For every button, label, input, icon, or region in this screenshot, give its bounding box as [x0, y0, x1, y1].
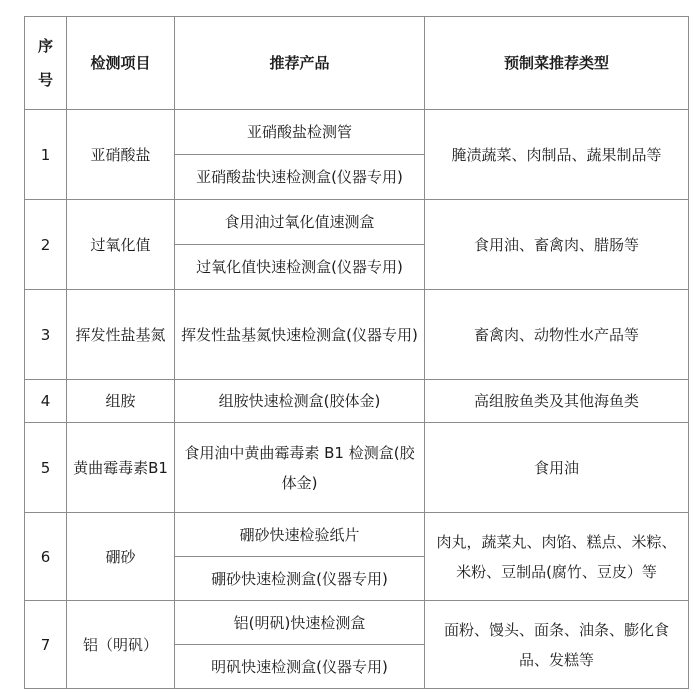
row-index: 6 [25, 513, 67, 601]
row-item: 黄曲霉毒素B1 [67, 423, 175, 513]
row-type: 食用油 [425, 423, 689, 513]
row-item: 过氧化值 [67, 200, 175, 290]
row-type: 面粉、馒头、面条、油条、膨化食品、发糕等 [425, 601, 689, 689]
row-product: 组胺快速检测盒(胶体金) [175, 380, 425, 423]
row-product: 明矾快速检测盒(仪器专用) [175, 645, 425, 689]
row-item: 挥发性盐基氮 [67, 290, 175, 380]
header-item: 检测项目 [67, 17, 175, 110]
row-product: 过氧化值快速检测盒(仪器专用) [175, 245, 425, 290]
table-header-row [25, 17, 689, 110]
table-row [25, 380, 689, 423]
table-row [25, 110, 689, 155]
header-product: 推荐产品 [175, 17, 425, 110]
row-product: 硼砂快速检验纸片 [175, 513, 425, 557]
row-type: 肉丸，蔬菜丸、肉馅、糕点、米粽、米粉、豆制品(腐竹、豆皮）等 [425, 513, 689, 601]
row-item: 亚硝酸盐 [67, 110, 175, 200]
detection-table [24, 16, 689, 689]
row-type: 畜禽肉、动物性水产品等 [425, 290, 689, 380]
row-index: 4 [25, 380, 67, 423]
row-index: 3 [25, 290, 67, 380]
row-product: 亚硝酸盐检测管 [175, 110, 425, 155]
row-index: 5 [25, 423, 67, 513]
row-item: 硼砂 [67, 513, 175, 601]
row-type: 腌渍蔬菜、肉制品、蔬果制品等 [425, 110, 689, 200]
table-row [25, 423, 689, 513]
row-product: 亚硝酸盐快速检测盒(仪器专用) [175, 155, 425, 200]
row-product: 挥发性盐基氮快速检测盒(仪器专用) [175, 290, 425, 380]
row-product: 食用油中黄曲霉毒素 B1 检测盒(胶体金) [175, 423, 425, 513]
row-item: 组胺 [67, 380, 175, 423]
header-type: 预制菜推荐类型 [425, 17, 689, 110]
row-type: 高组胺鱼类及其他海鱼类 [425, 380, 689, 423]
header-index [25, 17, 67, 110]
row-product: 硼砂快速检测盒(仪器专用) [175, 557, 425, 601]
row-item: 铝（明矾） [67, 601, 175, 689]
table-row [25, 601, 689, 645]
table-row [25, 200, 689, 245]
table-row [25, 513, 689, 557]
table-row [25, 290, 689, 380]
row-type: 食用油、畜禽肉、腊肠等 [425, 200, 689, 290]
row-index: 2 [25, 200, 67, 290]
header-index-line2: 号 [37, 71, 53, 89]
row-product: 铝(明矾)快速检测盒 [175, 601, 425, 645]
row-product: 食用油过氧化值速测盒 [175, 200, 425, 245]
header-index-line1: 序 [37, 37, 53, 55]
row-index: 7 [25, 601, 67, 689]
row-index: 1 [25, 110, 67, 200]
